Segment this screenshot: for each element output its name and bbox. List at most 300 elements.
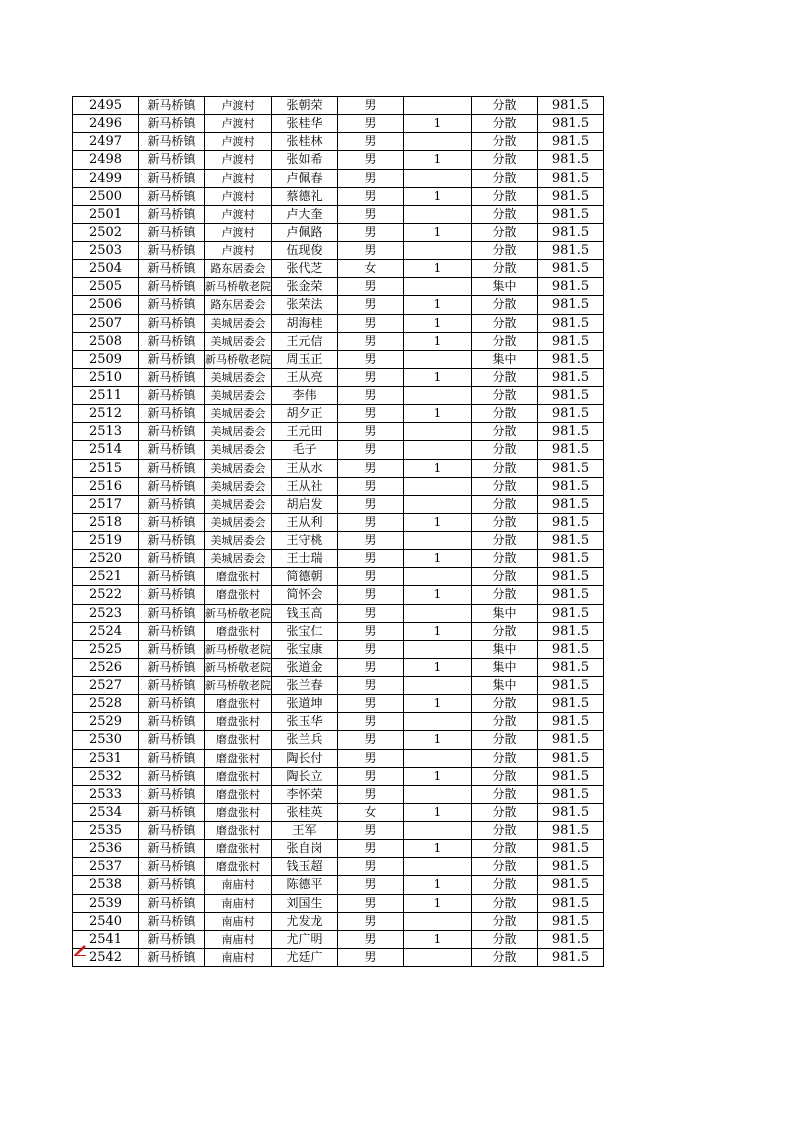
cell-amount: 981.5 — [538, 495, 604, 513]
cell-amount: 981.5 — [538, 513, 604, 531]
table-row — [73, 495, 604, 513]
cell-town: 新马桥镇 — [139, 242, 205, 260]
cell-town: 新马桥镇 — [139, 513, 205, 531]
cell-gender: 男 — [338, 368, 404, 386]
cell-amount: 981.5 — [538, 350, 604, 368]
cell-town: 新马桥镇 — [139, 296, 205, 314]
cell-town: 新马桥镇 — [139, 803, 205, 821]
cell-person-name: 张自岗 — [272, 840, 338, 858]
cell-record-no: 2536 — [73, 840, 139, 858]
cell-flag — [404, 532, 472, 550]
cell-village: 磨盘张村 — [205, 586, 272, 604]
cell-village: 美城居委会 — [205, 332, 272, 350]
cell-gender: 男 — [338, 713, 404, 731]
table-row — [73, 278, 604, 296]
cell-village: 路东居委会 — [205, 260, 272, 278]
cell-support-mode: 集中 — [472, 278, 538, 296]
table-row — [73, 658, 604, 676]
cell-village: 南庙村 — [205, 912, 272, 930]
cell-support-mode: 分散 — [472, 169, 538, 187]
cell-flag: 1 — [404, 187, 472, 205]
cell-person-name: 陶长立 — [272, 767, 338, 785]
cell-gender: 男 — [338, 513, 404, 531]
cell-village: 卢渡村 — [205, 223, 272, 241]
cell-person-name: 胡夕正 — [272, 405, 338, 423]
cell-support-mode: 分散 — [472, 513, 538, 531]
cell-person-name: 张朝荣 — [272, 97, 338, 115]
cell-person-name: 张桂林 — [272, 133, 338, 151]
table-row — [73, 260, 604, 278]
cell-gender: 男 — [338, 441, 404, 459]
cell-person-name: 张玉华 — [272, 713, 338, 731]
cell-village: 磨盘张村 — [205, 622, 272, 640]
cell-town: 新马桥镇 — [139, 278, 205, 296]
table-row — [73, 622, 604, 640]
table-row — [73, 205, 604, 223]
table-row — [73, 459, 604, 477]
cell-person-name: 尤廷广 — [272, 948, 338, 966]
cell-flag — [404, 568, 472, 586]
cell-flag: 1 — [404, 586, 472, 604]
cell-person-name: 毛子 — [272, 441, 338, 459]
cell-support-mode: 分散 — [472, 459, 538, 477]
cell-village: 磨盘张村 — [205, 695, 272, 713]
cell-gender: 女 — [338, 260, 404, 278]
cell-person-name: 钱玉超 — [272, 858, 338, 876]
cell-record-no: 2510 — [73, 368, 139, 386]
cell-gender: 男 — [338, 332, 404, 350]
cell-record-no: 2504 — [73, 260, 139, 278]
cell-flag — [404, 640, 472, 658]
cell-town: 新马桥镇 — [139, 731, 205, 749]
cell-amount: 981.5 — [538, 187, 604, 205]
cell-flag — [404, 242, 472, 260]
cell-village: 磨盘张村 — [205, 749, 272, 767]
cell-flag: 1 — [404, 513, 472, 531]
cell-person-name: 王军 — [272, 822, 338, 840]
cell-amount: 981.5 — [538, 423, 604, 441]
cell-amount: 981.5 — [538, 894, 604, 912]
cell-town: 新马桥镇 — [139, 948, 205, 966]
cell-town: 新马桥镇 — [139, 314, 205, 332]
table-row — [73, 368, 604, 386]
cell-support-mode: 集中 — [472, 677, 538, 695]
cell-flag: 1 — [404, 803, 472, 821]
cell-record-no: 2515 — [73, 459, 139, 477]
table-row — [73, 930, 604, 948]
cell-support-mode: 分散 — [472, 622, 538, 640]
cell-flag — [404, 423, 472, 441]
cell-town: 新马桥镇 — [139, 840, 205, 858]
cell-amount: 981.5 — [538, 840, 604, 858]
cell-support-mode: 分散 — [472, 695, 538, 713]
table-row — [73, 350, 604, 368]
cell-support-mode: 分散 — [472, 151, 538, 169]
cell-amount: 981.5 — [538, 97, 604, 115]
cell-gender: 男 — [338, 658, 404, 676]
cell-record-no: 2517 — [73, 495, 139, 513]
cell-town: 新马桥镇 — [139, 97, 205, 115]
cell-flag: 1 — [404, 405, 472, 423]
cell-flag — [404, 350, 472, 368]
cell-person-name: 卢大奎 — [272, 205, 338, 223]
cell-gender: 男 — [338, 858, 404, 876]
cell-support-mode: 分散 — [472, 187, 538, 205]
cell-support-mode: 分散 — [472, 97, 538, 115]
cell-person-name: 胡海桂 — [272, 314, 338, 332]
cell-flag: 1 — [404, 894, 472, 912]
records-table — [72, 96, 604, 967]
cell-gender: 女 — [338, 803, 404, 821]
table-row — [73, 441, 604, 459]
cell-village: 卢渡村 — [205, 205, 272, 223]
cell-gender: 男 — [338, 749, 404, 767]
cell-town: 新马桥镇 — [139, 658, 205, 676]
cell-record-no: 2500 — [73, 187, 139, 205]
cell-town: 新马桥镇 — [139, 169, 205, 187]
cell-amount: 981.5 — [538, 223, 604, 241]
cell-flag: 1 — [404, 115, 472, 133]
cell-record-no: 2508 — [73, 332, 139, 350]
cell-support-mode: 分散 — [472, 767, 538, 785]
cell-gender: 男 — [338, 550, 404, 568]
cell-record-no: 2505 — [73, 278, 139, 296]
cell-person-name: 李怀荣 — [272, 785, 338, 803]
cell-support-mode: 分散 — [472, 731, 538, 749]
cell-village: 磨盘张村 — [205, 767, 272, 785]
cell-village: 美城居委会 — [205, 513, 272, 531]
cell-flag: 1 — [404, 767, 472, 785]
table-row — [73, 532, 604, 550]
cell-gender: 男 — [338, 423, 404, 441]
table-row — [73, 97, 604, 115]
cell-gender: 男 — [338, 242, 404, 260]
cell-amount: 981.5 — [538, 640, 604, 658]
cell-gender: 男 — [338, 731, 404, 749]
cell-village: 新马桥敬老院 — [205, 658, 272, 676]
cell-person-name: 张桂英 — [272, 803, 338, 821]
cell-village: 磨盘张村 — [205, 731, 272, 749]
cell-village: 新马桥敬老院 — [205, 350, 272, 368]
cell-record-no: 2529 — [73, 713, 139, 731]
comment-indicator-icon[interactable] — [73, 944, 87, 956]
table-row — [73, 803, 604, 821]
cell-record-no: 2516 — [73, 477, 139, 495]
cell-flag — [404, 97, 472, 115]
cell-amount: 981.5 — [538, 622, 604, 640]
cell-record-no: 2521 — [73, 568, 139, 586]
cell-gender: 男 — [338, 387, 404, 405]
records-table-body — [73, 97, 604, 967]
cell-amount: 981.5 — [538, 912, 604, 930]
cell-amount: 981.5 — [538, 930, 604, 948]
cell-record-no: 2520 — [73, 550, 139, 568]
cell-gender: 男 — [338, 459, 404, 477]
cell-record-no: 2533 — [73, 785, 139, 803]
table-row — [73, 151, 604, 169]
table-row — [73, 912, 604, 930]
cell-village: 新马桥敬老院 — [205, 278, 272, 296]
table-row — [73, 187, 604, 205]
cell-village: 卢渡村 — [205, 151, 272, 169]
cell-flag: 1 — [404, 459, 472, 477]
cell-support-mode: 分散 — [472, 260, 538, 278]
cell-village: 南庙村 — [205, 930, 272, 948]
cell-gender: 男 — [338, 767, 404, 785]
cell-gender: 男 — [338, 205, 404, 223]
cell-village: 磨盘张村 — [205, 568, 272, 586]
cell-town: 新马桥镇 — [139, 604, 205, 622]
cell-person-name: 李伟 — [272, 387, 338, 405]
cell-village: 美城居委会 — [205, 550, 272, 568]
cell-person-name: 钱玉高 — [272, 604, 338, 622]
cell-amount: 981.5 — [538, 441, 604, 459]
cell-flag: 1 — [404, 695, 472, 713]
table-row — [73, 731, 604, 749]
cell-support-mode: 分散 — [472, 894, 538, 912]
cell-gender: 男 — [338, 586, 404, 604]
cell-gender: 男 — [338, 912, 404, 930]
cell-village: 美城居委会 — [205, 405, 272, 423]
table-row — [73, 568, 604, 586]
table-row — [73, 242, 604, 260]
cell-support-mode: 分散 — [472, 387, 538, 405]
cell-person-name: 张兰春 — [272, 677, 338, 695]
cell-person-name: 简德朝 — [272, 568, 338, 586]
cell-gender: 男 — [338, 640, 404, 658]
cell-record-no: 2530 — [73, 731, 139, 749]
table-row — [73, 223, 604, 241]
cell-person-name: 张代芝 — [272, 260, 338, 278]
cell-record-no: 2532 — [73, 767, 139, 785]
cell-town: 新马桥镇 — [139, 423, 205, 441]
cell-record-no: 2525 — [73, 640, 139, 658]
cell-gender: 男 — [338, 930, 404, 948]
table-row — [73, 677, 604, 695]
cell-gender: 男 — [338, 604, 404, 622]
cell-gender: 男 — [338, 677, 404, 695]
cell-record-no: 2501 — [73, 205, 139, 223]
cell-town: 新马桥镇 — [139, 205, 205, 223]
cell-record-no: 2509 — [73, 350, 139, 368]
cell-amount: 981.5 — [538, 115, 604, 133]
cell-flag: 1 — [404, 550, 472, 568]
cell-amount: 981.5 — [538, 205, 604, 223]
cell-flag: 1 — [404, 223, 472, 241]
cell-person-name: 尤广明 — [272, 930, 338, 948]
cell-record-no: 2534 — [73, 803, 139, 821]
cell-gender: 男 — [338, 568, 404, 586]
cell-record-no: 2523 — [73, 604, 139, 622]
cell-support-mode: 分散 — [472, 822, 538, 840]
cell-flag — [404, 677, 472, 695]
cell-town: 新马桥镇 — [139, 477, 205, 495]
cell-person-name: 简怀会 — [272, 586, 338, 604]
cell-support-mode: 分散 — [472, 912, 538, 930]
cell-town: 新马桥镇 — [139, 459, 205, 477]
cell-flag — [404, 822, 472, 840]
cell-amount: 981.5 — [538, 278, 604, 296]
cell-town: 新马桥镇 — [139, 894, 205, 912]
cell-amount: 981.5 — [538, 550, 604, 568]
cell-person-name: 陈德平 — [272, 876, 338, 894]
cell-record-no: 2540 — [73, 912, 139, 930]
cell-gender: 男 — [338, 948, 404, 966]
table-row — [73, 314, 604, 332]
cell-gender: 男 — [338, 187, 404, 205]
cell-town: 新马桥镇 — [139, 260, 205, 278]
table-row — [73, 477, 604, 495]
cell-support-mode: 分散 — [472, 115, 538, 133]
cell-town: 新马桥镇 — [139, 912, 205, 930]
cell-person-name: 张如希 — [272, 151, 338, 169]
cell-support-mode: 分散 — [472, 858, 538, 876]
cell-town: 新马桥镇 — [139, 930, 205, 948]
cell-flag — [404, 912, 472, 930]
cell-town: 新马桥镇 — [139, 822, 205, 840]
cell-amount: 981.5 — [538, 151, 604, 169]
cell-village: 美城居委会 — [205, 314, 272, 332]
cell-amount: 981.5 — [538, 858, 604, 876]
cell-person-name: 王元田 — [272, 423, 338, 441]
cell-person-name: 胡启发 — [272, 495, 338, 513]
cell-record-no: 2524 — [73, 622, 139, 640]
cell-record-no: 2498 — [73, 151, 139, 169]
cell-town: 新马桥镇 — [139, 586, 205, 604]
cell-person-name: 张桂华 — [272, 115, 338, 133]
cell-record-no: 2526 — [73, 658, 139, 676]
table-row — [73, 894, 604, 912]
cell-village: 磨盘张村 — [205, 713, 272, 731]
table-row — [73, 767, 604, 785]
table-row — [73, 133, 604, 151]
cell-support-mode: 分散 — [472, 840, 538, 858]
cell-flag: 1 — [404, 332, 472, 350]
cell-village: 卢渡村 — [205, 187, 272, 205]
cell-village: 新马桥敬老院 — [205, 677, 272, 695]
cell-person-name: 王从社 — [272, 477, 338, 495]
cell-gender: 男 — [338, 495, 404, 513]
cell-amount: 981.5 — [538, 677, 604, 695]
cell-amount: 981.5 — [538, 568, 604, 586]
cell-village: 卢渡村 — [205, 115, 272, 133]
cell-gender: 男 — [338, 840, 404, 858]
cell-record-no: 2541 — [73, 930, 139, 948]
cell-support-mode: 分散 — [472, 405, 538, 423]
table-row — [73, 550, 604, 568]
cell-amount: 981.5 — [538, 785, 604, 803]
cell-town: 新马桥镇 — [139, 350, 205, 368]
cell-village: 磨盘张村 — [205, 822, 272, 840]
cell-record-no: 2531 — [73, 749, 139, 767]
cell-village: 卢渡村 — [205, 169, 272, 187]
cell-support-mode: 分散 — [472, 785, 538, 803]
cell-amount: 981.5 — [538, 368, 604, 386]
cell-town: 新马桥镇 — [139, 876, 205, 894]
cell-gender: 男 — [338, 169, 404, 187]
cell-person-name: 蔡德礼 — [272, 187, 338, 205]
cell-person-name: 张宝康 — [272, 640, 338, 658]
cell-amount: 981.5 — [538, 260, 604, 278]
cell-support-mode: 分散 — [472, 948, 538, 966]
cell-gender: 男 — [338, 151, 404, 169]
cell-town: 新马桥镇 — [139, 785, 205, 803]
cell-amount: 981.5 — [538, 876, 604, 894]
table-row — [73, 387, 604, 405]
cell-support-mode: 分散 — [472, 550, 538, 568]
cell-person-name: 张道金 — [272, 658, 338, 676]
cell-gender: 男 — [338, 350, 404, 368]
table-row — [73, 822, 604, 840]
cell-amount: 981.5 — [538, 314, 604, 332]
cell-person-name: 陶长付 — [272, 749, 338, 767]
cell-village: 美城居委会 — [205, 477, 272, 495]
cell-village: 磨盘张村 — [205, 858, 272, 876]
cell-support-mode: 分散 — [472, 332, 538, 350]
cell-town: 新马桥镇 — [139, 151, 205, 169]
cell-flag — [404, 858, 472, 876]
cell-person-name: 伍现俊 — [272, 242, 338, 260]
table-row — [73, 296, 604, 314]
cell-amount: 981.5 — [538, 133, 604, 151]
cell-support-mode: 分散 — [472, 223, 538, 241]
cell-flag — [404, 495, 472, 513]
cell-person-name: 王士瑞 — [272, 550, 338, 568]
cell-support-mode: 分散 — [472, 495, 538, 513]
table-row — [73, 785, 604, 803]
cell-flag: 1 — [404, 622, 472, 640]
cell-village: 磨盘张村 — [205, 840, 272, 858]
cell-person-name: 张兰兵 — [272, 731, 338, 749]
cell-person-name: 张荣法 — [272, 296, 338, 314]
cell-village: 新马桥敬老院 — [205, 640, 272, 658]
cell-village: 磨盘张村 — [205, 803, 272, 821]
cell-support-mode: 分散 — [472, 749, 538, 767]
cell-record-no: 2542 — [73, 948, 139, 966]
cell-amount: 981.5 — [538, 387, 604, 405]
cell-amount: 981.5 — [538, 749, 604, 767]
cell-flag: 1 — [404, 368, 472, 386]
cell-town: 新马桥镇 — [139, 387, 205, 405]
cell-town: 新马桥镇 — [139, 858, 205, 876]
cell-gender: 男 — [338, 97, 404, 115]
cell-gender: 男 — [338, 695, 404, 713]
cell-gender: 男 — [338, 223, 404, 241]
cell-support-mode: 分散 — [472, 930, 538, 948]
table-row — [73, 405, 604, 423]
cell-record-no: 2535 — [73, 822, 139, 840]
cell-town: 新马桥镇 — [139, 405, 205, 423]
cell-support-mode: 集中 — [472, 604, 538, 622]
table-row — [73, 169, 604, 187]
cell-support-mode: 分散 — [472, 586, 538, 604]
cell-record-no: 2503 — [73, 242, 139, 260]
table-row — [73, 840, 604, 858]
cell-person-name: 王元信 — [272, 332, 338, 350]
cell-village: 南庙村 — [205, 948, 272, 966]
cell-village: 美城居委会 — [205, 387, 272, 405]
cell-town: 新马桥镇 — [139, 568, 205, 586]
cell-town: 新马桥镇 — [139, 495, 205, 513]
cell-flag: 1 — [404, 296, 472, 314]
cell-record-no: 2499 — [73, 169, 139, 187]
cell-flag — [404, 948, 472, 966]
cell-amount: 981.5 — [538, 242, 604, 260]
cell-town: 新马桥镇 — [139, 767, 205, 785]
cell-flag — [404, 133, 472, 151]
cell-support-mode: 分散 — [472, 532, 538, 550]
table-row — [73, 749, 604, 767]
